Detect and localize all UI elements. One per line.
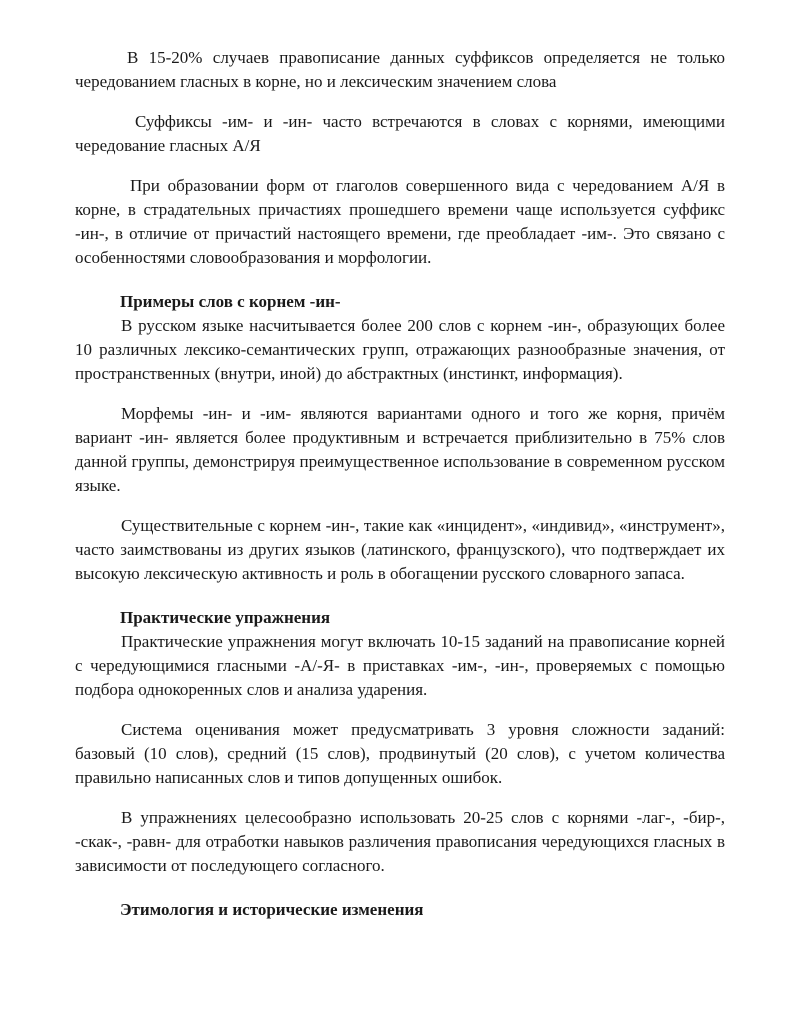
heading-etymology: Этимология и исторические изменения [120, 900, 424, 919]
paragraph-exercises-tasks: Практические упражнения могут включать 10-15 заданий на правописание корней с чередующимися гласными -А/-Я- в приставках -им-, -ин-, проверяемых с помощью подбора однокоренных слов и анализа ударения. [75, 632, 725, 699]
paragraph-suffix-spelling: В 15-20% случаев правописание данных суффиксов определяется не только чередованием гласных в корне, но и лексическим значением слова [75, 48, 725, 91]
heading-practical-exercises: Практические упражнения [120, 608, 331, 627]
paragraph-suffix-im-in: Суффиксы -им- и -ин- часто встречаются в словах с корнями, имеющими чередование гласных А/Я [75, 112, 725, 155]
paragraph-root-count: В русском языке насчитывается более 200 слов с корнем -ин-, образующих более 10 различных лексико-семантических групп, отражающих разнообразные значения, от пространственных (внутри, иной) до абстрактных (инстинкт, информация). [75, 316, 725, 383]
heading-root-examples: Примеры слов с корнем -ин- [120, 292, 341, 311]
paragraph-morphemes: Морфемы -ин- и -им- являются вариантами одного и того же корня, причём вариант -ин- является более продуктивным и встречается приблизительно в 75% слов данной группы, демонстрируя преимущественное использование в современном русском языке. [75, 404, 725, 495]
document-page [75, 46, 725, 922]
paragraph-roots-practice: В упражнениях целесообразно использовать 20-25 слов с корнями -лаг-, -бир-, -скак-, -равн- для отработки навыков различения правописания чередующихся гласных в зависимости от последующего согласного. [75, 808, 725, 875]
paragraph-nouns: Существительные с корнем -ин-, такие как «инцидент», «индивид», «инструмент», часто заимствованы из других языков (латинского, французского), что подтверждает их высокую лексическую активность и роль в обогащении русского словарного запаса. [75, 516, 725, 583]
paragraph-grading-system: Система оценивания может предусматривать 3 уровня сложности заданий: базовый (10 слов), средний (15 слов), продвинутый (20 слов), с учетом количества правильно написанных слов и типов допущенных ошибок. [75, 720, 725, 787]
paragraph-participles: При образовании форм от глаголов совершенного вида с чередованием А/Я в корне, в страдательных причастиях прошедшего времени чаще используется суффикс -ин-, в отличие от причастий настоящего времени, где преобладает -им-. Это связано с особенностями словообразования и морфологии. [75, 176, 725, 267]
